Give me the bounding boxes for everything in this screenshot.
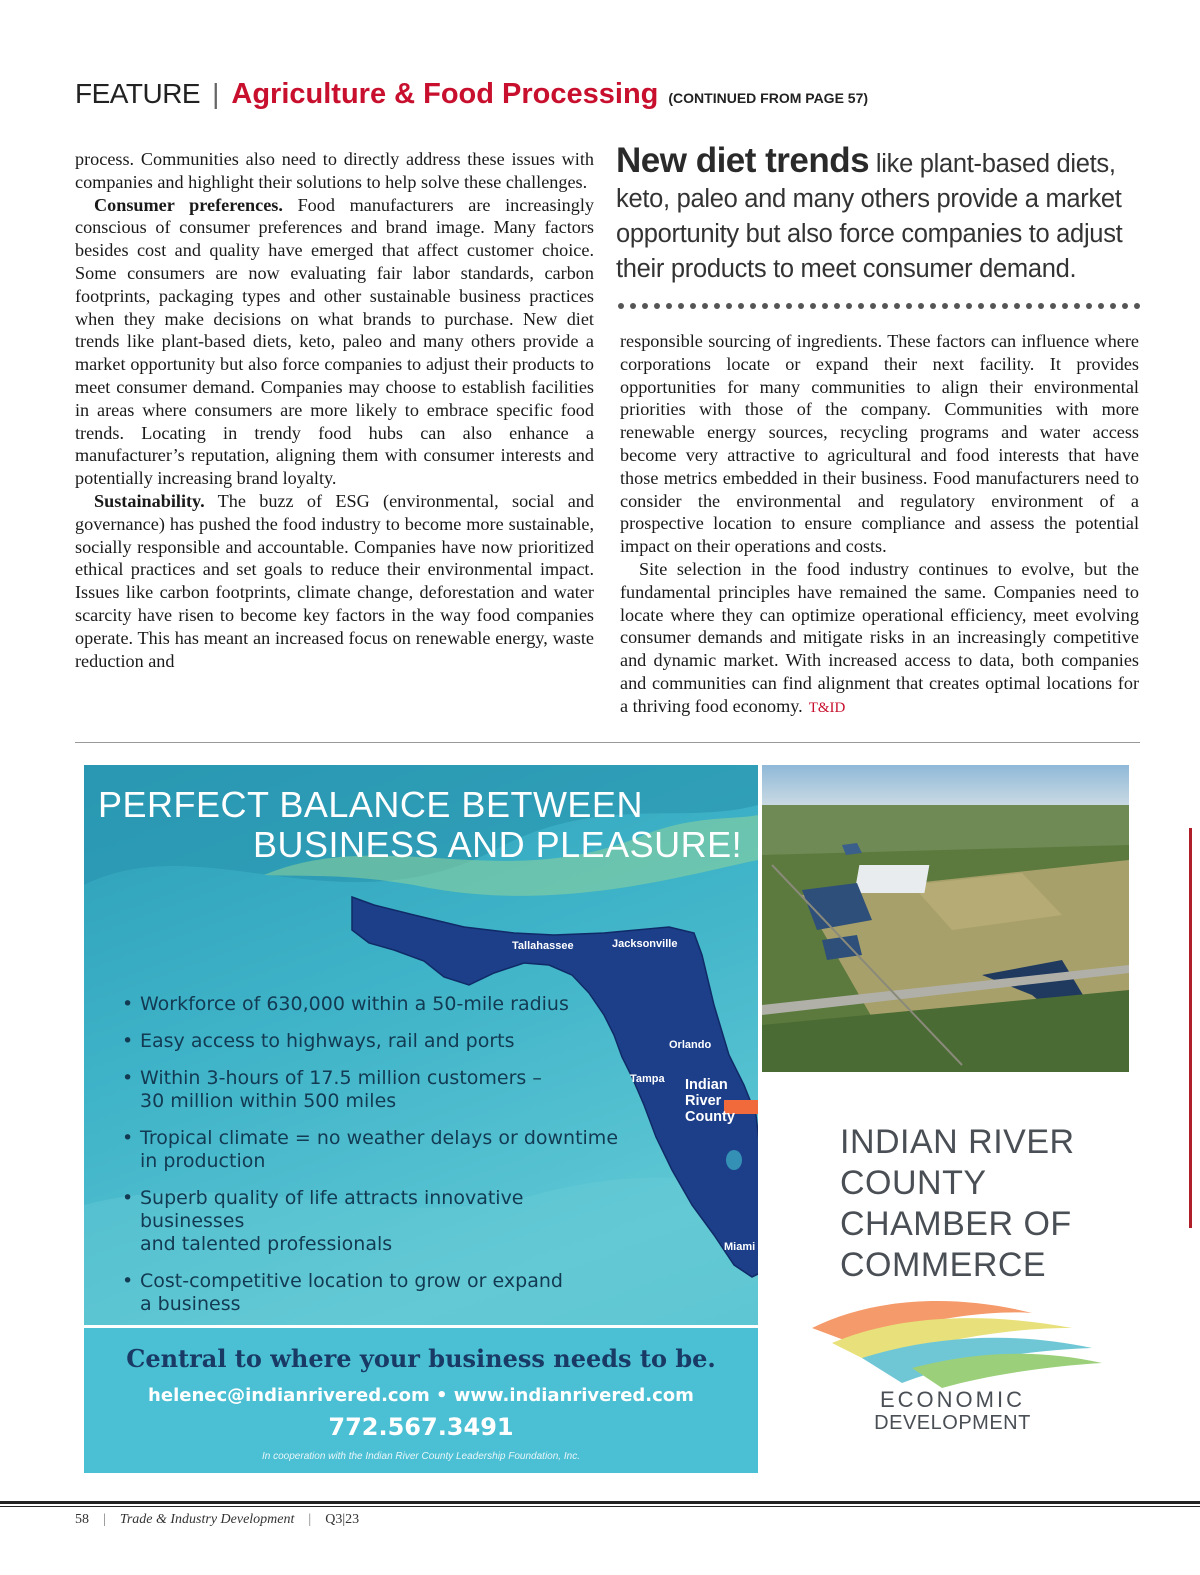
topic-title: Agriculture & Food Processing <box>231 78 659 110</box>
divider-dot <box>678 303 684 309</box>
divider-dot <box>1014 303 1020 309</box>
section-header <box>75 78 1145 118</box>
bullet-line: • Easy access to highways, rail and ports <box>140 1030 515 1052</box>
econ-line: DEVELOPMENT <box>874 1412 1031 1434</box>
wave-logo-icon <box>792 1288 1104 1388</box>
ad-panel <box>84 765 758 1473</box>
ad-contact-band <box>84 1325 758 1473</box>
bullet-item <box>122 993 622 1016</box>
bullet-line: a business <box>140 1293 241 1315</box>
divider-dot <box>954 303 960 309</box>
divider-dot <box>690 303 696 309</box>
issue-label: Q3|23 <box>325 1512 360 1527</box>
divider-dot <box>834 303 840 309</box>
footer-separator: | <box>103 1512 106 1527</box>
ad-contact-info[interactable]: helenec@indianrivered.com • www.indianrivered.com <box>148 1385 694 1406</box>
bullet-line: • Cost-competitive location to grow or expand <box>140 1270 563 1292</box>
edge-accent-bar <box>1189 828 1192 1228</box>
bullet-item <box>122 1127 622 1173</box>
ad-bullet-list <box>122 993 622 1330</box>
bullet-line: • Workforce of 630,000 within a 50-mile radius <box>140 993 569 1015</box>
divider-dot <box>918 303 924 309</box>
divider-dot <box>870 303 876 309</box>
bullet-line: in production <box>140 1150 266 1172</box>
section-label: FEATURE <box>75 78 201 109</box>
divider-dot <box>618 303 624 309</box>
divider-dot <box>666 303 672 309</box>
divider-dot <box>1038 303 1044 309</box>
org-name-line: INDIAN RIVER <box>840 1123 1075 1161</box>
bullet-line: • Superb quality of life attracts innovative businesses <box>140 1187 524 1232</box>
divider-dot <box>1050 303 1056 309</box>
paragraph-sustainability <box>75 490 594 672</box>
paragraph-body: Food manufacturers are increasingly conscious of consumer preferences and brand image. Many factors besides cost and quality have emerged that affect customer choice. Some consumers are now evaluating fair labor standards, carbon footprints, packaging types and other sustainable business practices when they make decisions on what brands to purchase. New diet trends like plant-based diets, keto, paleo and many others provide a market opportunity but also force companies to adjust their products to meet consumer demand. Companies may choose to establish facilities in areas where consumers are more likely to embrace specific food trends. Locating in trendy food hubs can also enhance a manufacturer’s reputation, aligning them with consumer interests and potentially increasing brand loyalty. <box>75 194 594 489</box>
divider-dot <box>894 303 900 309</box>
paragraph-body: Site selection in the food industry continues to evolve, but the fundamental principles have remained the same. Companies need to locate where they can optimize operational efficiency, meet evolving consumer demands and mitigate risks in an increasingly competitive and dynamic market. With increased access to data, both companies and communities can find alignment that creates optimal locations for a thriving food economy. <box>620 558 1139 716</box>
divider-dot <box>798 303 804 309</box>
county-label-line: County <box>685 1109 735 1125</box>
pull-quote-text: like plant-based diets, keto, paleo and many others provide a market opportunity but also force companies to adjust their products to meet consumer demand. <box>616 150 1123 283</box>
ad-phone-number[interactable]: 772.567.3491 <box>328 1413 514 1441</box>
pull-quote <box>616 143 1146 287</box>
bullet-item <box>122 1187 622 1256</box>
divider-dot <box>1062 303 1068 309</box>
page-number: 58 <box>75 1512 89 1527</box>
magazine-name: Trade & Industry Development <box>119 1512 295 1527</box>
divider-dot <box>726 303 732 309</box>
city-label-orlando: Orlando <box>669 1039 712 1051</box>
paragraph-body: The buzz of ESG (environmental, social and governance) has pushed the food industry to become more sustainable, socially responsible and accountable. Companies have now prioritized ethical practices and set goals to reduce their environmental impact. Issues like carbon footprints, climate change, deforestation and water scarcity have risen to become key factors in the way food companies operate. This has meant an increased focus on renewable energy, waste reduction and <box>75 490 594 671</box>
bullet-item <box>122 1270 622 1316</box>
bullet-item <box>122 1030 622 1053</box>
divider-dot <box>714 303 720 309</box>
divider-dot <box>1086 303 1092 309</box>
ad-cooperation-note: In cooperation with the Indian River County Leadership Foundation, Inc. <box>262 1451 580 1462</box>
divider-dot <box>942 303 948 309</box>
county-label-line: Indian <box>685 1077 728 1093</box>
continued-note: (CONTINUED FROM PAGE 57) <box>668 90 869 106</box>
divider-dot <box>990 303 996 309</box>
divider-dot <box>1074 303 1080 309</box>
divider-dot <box>1002 303 1008 309</box>
org-name-line: COMMERCE <box>840 1246 1047 1284</box>
bullet-line: and talented professionals <box>140 1233 393 1255</box>
divider-dot <box>786 303 792 309</box>
divider-dot <box>966 303 972 309</box>
horizontal-rule <box>75 742 1140 743</box>
bullet-line: • Tropical climate = no weather delays or downtime <box>140 1127 619 1149</box>
divider-dot <box>702 303 708 309</box>
bullet-item <box>122 1067 622 1113</box>
bullet-line: 30 million within 500 miles <box>140 1090 397 1112</box>
city-label-jacksonville: Jacksonville <box>612 938 678 950</box>
ad-headline-line2: BUSINESS AND PLEASURE! <box>253 824 743 865</box>
divider-dot <box>762 303 768 309</box>
divider-dot <box>630 303 636 309</box>
paragraph-lead: Sustainability. <box>94 490 205 511</box>
footer-rule-thin <box>0 1506 1200 1507</box>
page-footer <box>75 1512 359 1528</box>
org-name-line: CHAMBER OF <box>840 1205 1072 1243</box>
dotted-divider <box>618 303 1140 313</box>
divider-dot <box>1098 303 1104 309</box>
divider-dot <box>906 303 912 309</box>
paragraph: responsible sourcing of ingredients. These factors can influence where corporations locate or expand their next facility. It provides opportunities for many communities to align their environmental priorities with those of the company. Communities with more renewable energy sources, recycling programs and water access become very attractive to agricultural and food interests that have those metrics embedded in their business. Food manufacturers need to consider the environmental and regulatory environment of a prospective location to ensure compliance and assess the potential impact on their operations and costs. <box>620 331 1139 557</box>
county-label <box>685 1077 735 1125</box>
divider-dot <box>774 303 780 309</box>
divider-dot <box>750 303 756 309</box>
divider-dot <box>654 303 660 309</box>
aerial-photo <box>762 765 1129 1072</box>
divider-dot <box>978 303 984 309</box>
pull-quote-emphasis: New diet trends <box>616 141 870 180</box>
paragraph: process. Communities also need to directly address these issues with companies and highlight their solutions to help solve these challenges. <box>75 149 594 192</box>
divider-dot <box>930 303 936 309</box>
divider-dot <box>642 303 648 309</box>
ad-tagline: Central to where your business needs to be. <box>126 1344 716 1373</box>
divider-dot <box>846 303 852 309</box>
footer-rule <box>0 1501 1200 1504</box>
city-label-tampa: Tampa <box>630 1073 665 1085</box>
city-label-miami: Miami <box>724 1241 756 1253</box>
econ-line: ECONOMIC <box>880 1387 1025 1412</box>
divider-dot <box>738 303 744 309</box>
header-separator: | <box>212 78 220 109</box>
divider-dot <box>810 303 816 309</box>
organization-name <box>840 1122 1075 1286</box>
divider-dot <box>1110 303 1116 309</box>
org-name-line: COUNTY <box>840 1164 987 1202</box>
divider-dot <box>1122 303 1128 309</box>
county-label-line: River <box>685 1093 722 1109</box>
divider-dot <box>858 303 864 309</box>
paragraph-conclusion <box>620 558 1139 720</box>
footer-separator: | <box>308 1512 312 1527</box>
divider-dot <box>1026 303 1032 309</box>
article-left-column <box>75 148 594 672</box>
divider-dot <box>1134 303 1140 309</box>
paragraph-lead: Consumer preferences. <box>94 194 283 215</box>
article-right-column <box>620 330 1139 720</box>
economic-development-label <box>790 1388 1115 1434</box>
city-label-tallahassee: Tallahassee <box>512 940 574 952</box>
end-mark: T&ID <box>808 699 846 716</box>
paragraph-consumer-preferences <box>75 194 594 490</box>
divider-dot <box>882 303 888 309</box>
ad-headline-line1: PERFECT BALANCE BETWEEN <box>98 784 643 825</box>
divider-dot <box>822 303 828 309</box>
bullet-line: • Within 3-hours of 17.5 million customers – <box>140 1067 542 1089</box>
